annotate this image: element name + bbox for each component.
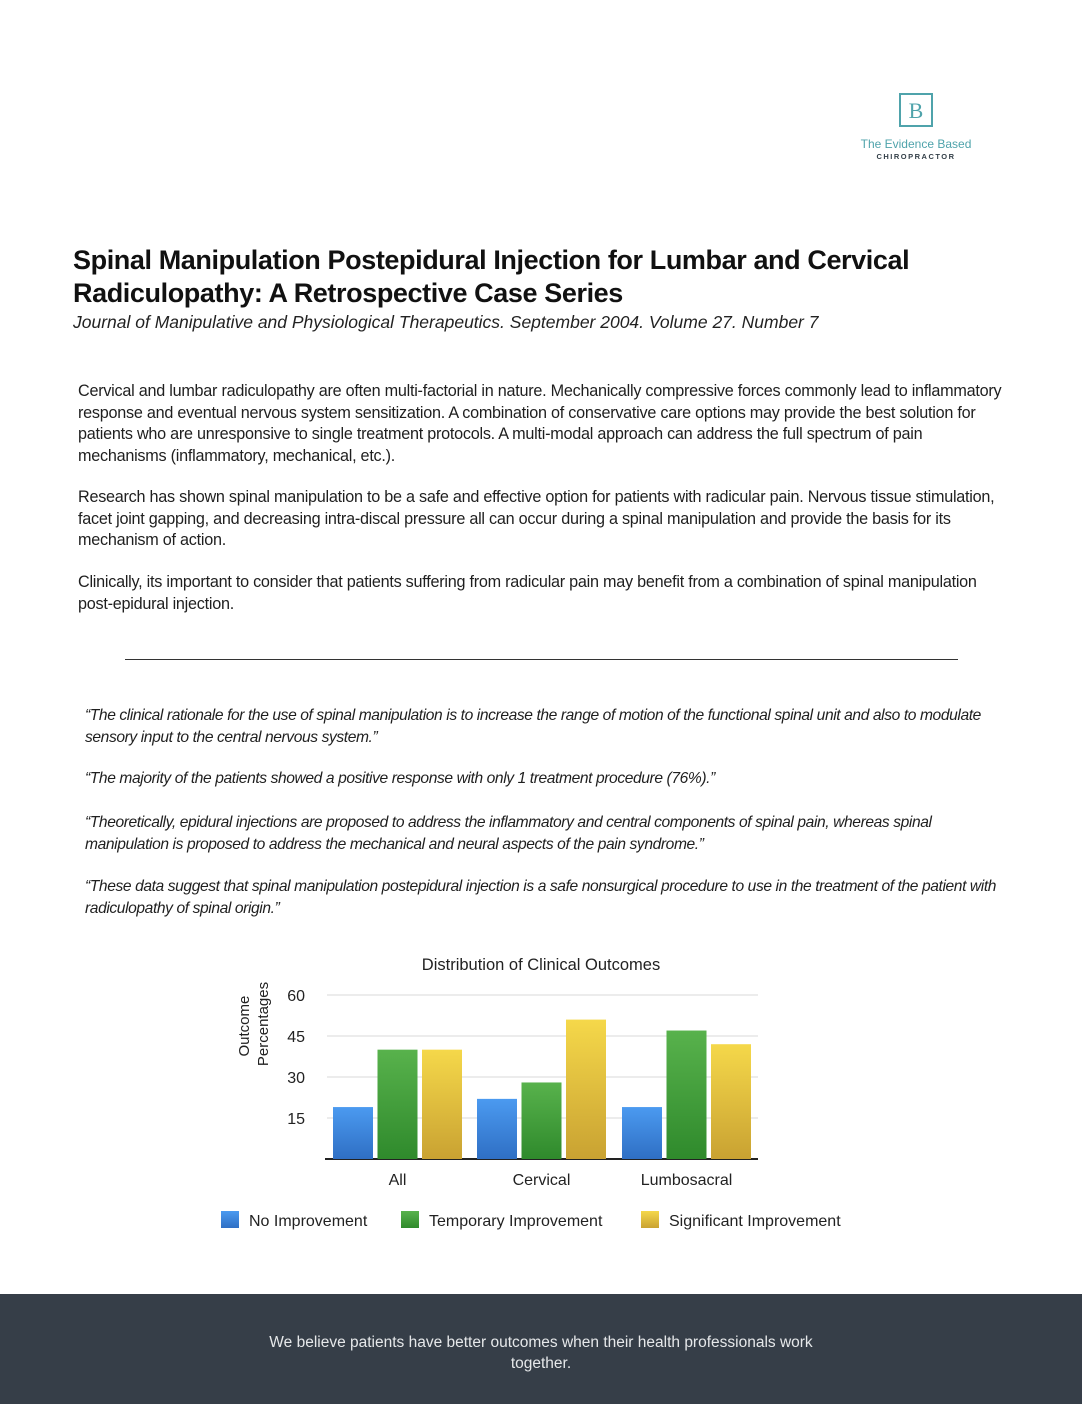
legend-label: Temporary Improvement xyxy=(429,1213,603,1230)
y-tick-label: 15 xyxy=(287,1111,305,1128)
logo-subtitle: CHIROPRACTOR xyxy=(876,152,956,161)
chart-y-axis-label: Outcome Percentages xyxy=(236,981,272,1067)
quote-2: “The majority of the patients showed a positive response with only 1 treatment procedure (76%).” xyxy=(85,770,715,787)
x-tick-label: Lumbosacral xyxy=(640,1172,733,1189)
legend-label: No Improvement xyxy=(249,1213,368,1230)
brand-logo xyxy=(846,93,986,162)
bar-all-significant-improvement xyxy=(422,1050,462,1159)
bar-lumbosacral-no-improvement xyxy=(622,1107,662,1159)
logo-mark-icon xyxy=(899,93,933,127)
chart-title: Distribution of Clinical Outcomes xyxy=(421,956,661,974)
legend-swatch xyxy=(221,1211,239,1228)
x-tick-label: Cervical xyxy=(512,1172,571,1189)
section-divider xyxy=(125,659,958,660)
bar-lumbosacral-temporary-improvement xyxy=(667,1031,707,1159)
paragraph-3: Clinically, its important to consider that patients suffering from radicular pain may benefit from a combination of spinal manipulation post-epidural injection. xyxy=(78,573,977,613)
quote-3: “Theoretically, epidural injections are proposed to address the inflammatory and central components of spinal pain, whereas spinal manipulation is proposed to address the mechanical and neural aspects of the pain syndrome.” xyxy=(85,814,932,853)
article-citation: Journal of Manipulative and Physiological Therapeutics. September 2004. Volume 27. Number 7 xyxy=(73,312,819,332)
quote-1: “The clinical rationale for the use of spinal manipulation is to increase the range of motion of the functional spinal unit and also to modulate sensory input to the central nervous system.” xyxy=(85,707,981,746)
article-title: Spinal Manipulation Postepidural Injection for Lumbar and Cervical Radiculopathy: A Retrospective Case Series xyxy=(73,245,910,308)
footer-bar xyxy=(0,1294,1082,1404)
clinical-outcomes-chart xyxy=(0,940,1082,1240)
bar-all-temporary-improvement xyxy=(378,1050,418,1159)
paragraph-2: Research has shown spinal manipulation to be a safe and effective option for patients with radicular pain. Nervous tissue stimulation, facet joint gapping, and decreasing intra-discal pressure all can occur during a spinal manipulation and provide the basis for its mechanism of action. xyxy=(78,488,995,549)
bar-cervical-significant-improvement xyxy=(566,1020,606,1159)
bar-cervical-temporary-improvement xyxy=(522,1082,562,1159)
y-tick-label: 45 xyxy=(287,1029,305,1046)
logo-name: The Evidence Based xyxy=(860,137,972,151)
legend-swatch xyxy=(641,1211,659,1228)
bar-cervical-no-improvement xyxy=(477,1099,517,1159)
x-tick-label: All xyxy=(388,1172,407,1189)
logo-letter: B xyxy=(908,98,924,123)
paragraph-1: Cervical and lumbar radiculopathy are often multi-factorial in nature. Mechanically compressive forces commonly lead to inflammatory response and eventual nervous system sensitization. A combination of conservative care options may provide the best solution for patients who are unresponsive to single treatment protocols. A multi-modal approach can address the full spectrum of pain mechanisms (inflammatory, mechanical, etc.). xyxy=(78,382,1002,465)
bar-all-no-improvement xyxy=(333,1107,373,1159)
y-tick-label: 60 xyxy=(287,988,305,1005)
legend-swatch xyxy=(401,1211,419,1228)
bar-lumbosacral-significant-improvement xyxy=(711,1044,751,1159)
footer-text: We believe patients have better outcomes when their health professionals work together. xyxy=(269,1334,813,1372)
quote-4: “These data suggest that spinal manipulation postepidural injection is a safe nonsurgical procedure to use in the treatment of the patient with radiculopathy of spinal origin.” xyxy=(85,878,997,917)
legend-label: Significant Improvement xyxy=(669,1213,841,1230)
y-tick-label: 30 xyxy=(287,1070,305,1087)
